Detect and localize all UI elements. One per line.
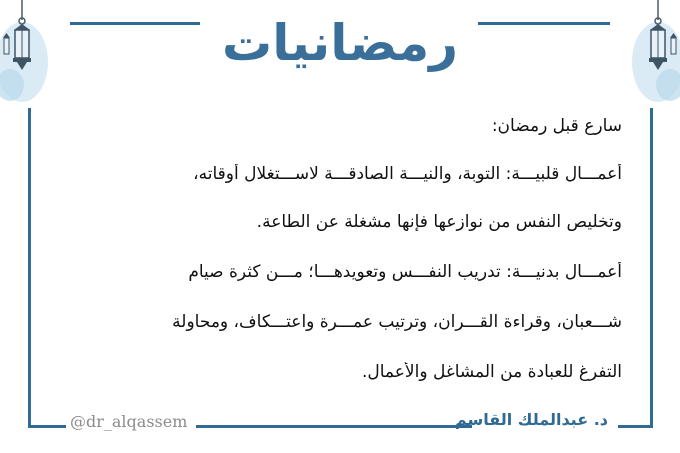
frame-bottom-left [28,425,66,428]
frame-top-right [478,22,610,25]
body-line-2: أعمـــال قلبيـــة: التوبة، والنيـــة الصادقـــة لاســـتغلال أوقاته، [193,164,622,184]
body-line-4: أعمـــال بدنيـــة: تدريب النفـــس وتعويدهـــا؛ مـــن كثرة صيام [188,262,622,282]
author-name: د. عبدالملك القاسم [454,410,608,429]
frame-left [28,108,31,426]
frame-top-left [70,22,200,25]
body-line-6: التفرغ للعبادة من المشاغل والأعمال. [362,362,622,382]
body-line-3: وتخليص النفس من نوازعها فإنها مشغلة عن الطاعة. [256,212,622,232]
body-line-5: شـــعبان، وقراءة القـــران، وترتيب عمـــرة واعتـــكاف، ومحاولة [172,312,622,332]
lantern-icon [610,0,680,105]
frame-bottom-right [618,425,653,428]
lantern-icon [0,0,70,105]
social-handle: @dr_alqassem [70,412,188,431]
frame-right [650,108,653,426]
body-line-1: سارع قبل رمضان: [491,116,622,136]
frame-bottom-mid [196,425,472,428]
page-title: رمضانيات [222,14,458,72]
